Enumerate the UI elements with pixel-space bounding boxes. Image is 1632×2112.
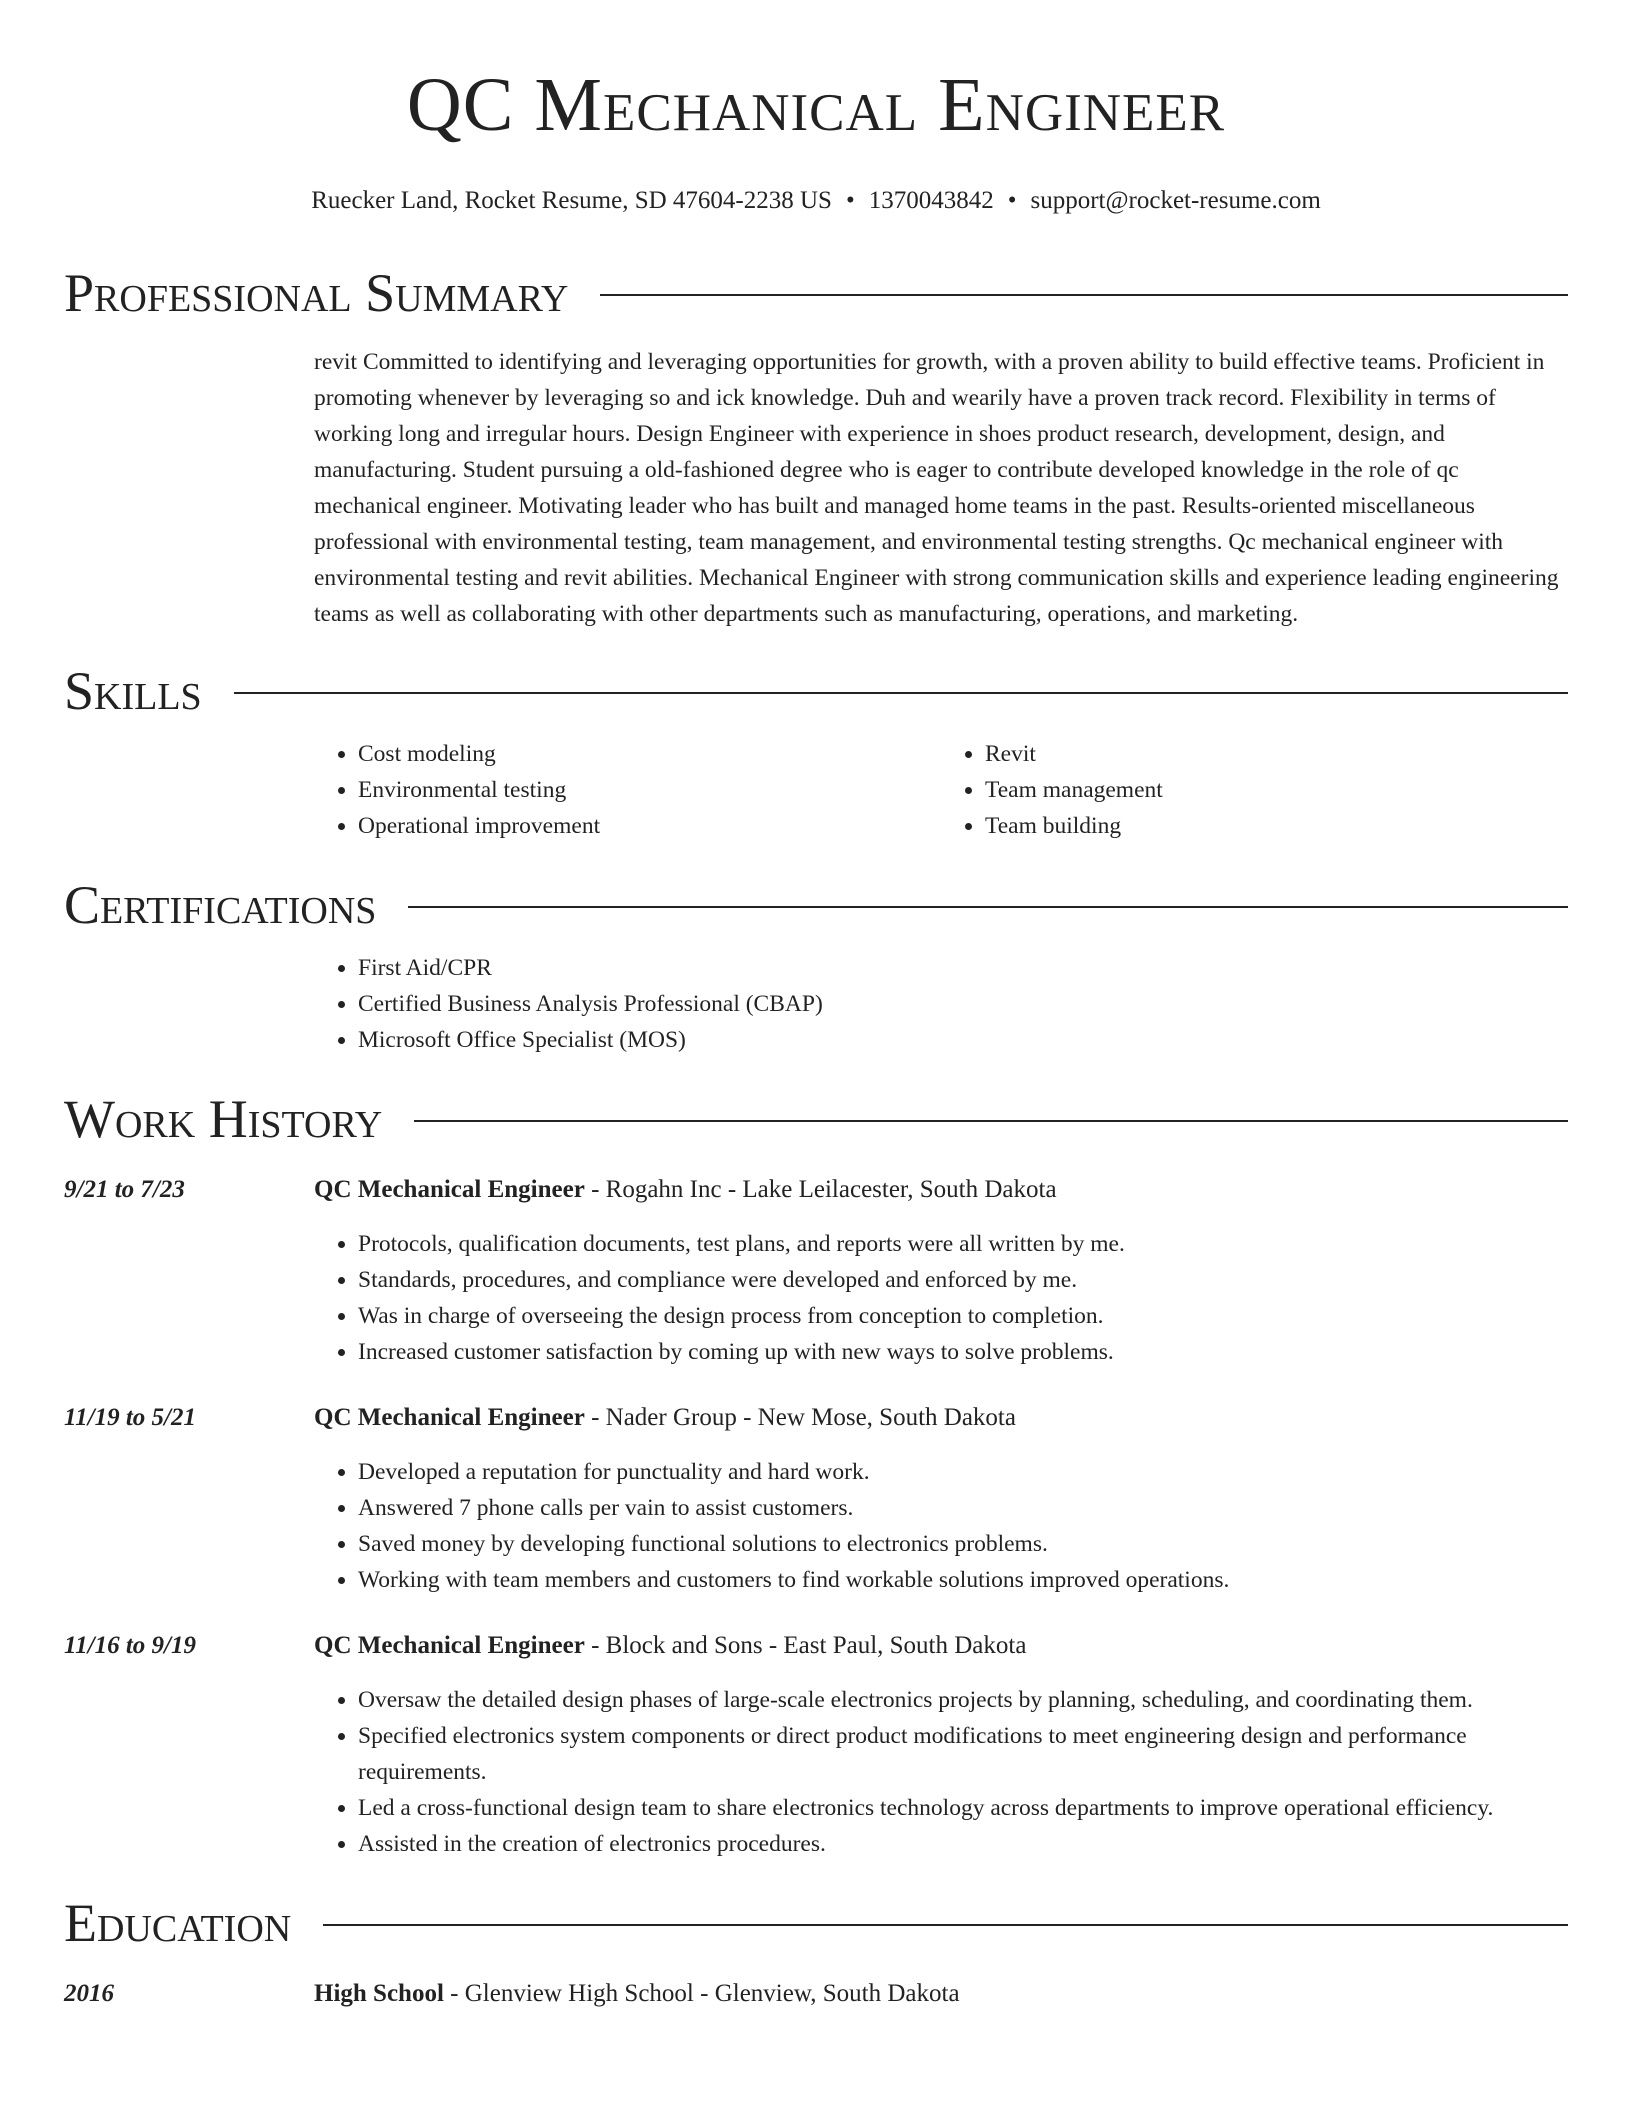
education-title: Education (64, 1893, 292, 1953)
job-bullet: • Increased customer satisfaction by coming up with new ways to solve problems. (358, 1334, 1568, 1370)
education-section-header (64, 1892, 1568, 1954)
education-degree: High School (314, 1980, 444, 2007)
skills-section-header (64, 660, 1568, 722)
job-bullet: • Protocols, qualification documents, test plans, and reports were all written by me. (358, 1226, 1568, 1262)
job-bullet: • Assisted in the creation of electronics procedures. (358, 1826, 1568, 1862)
education-year: 2016 (64, 1980, 114, 2007)
section-divider (600, 294, 1568, 296)
job-bullet: • Developed a reputation for punctuality and hard work. (358, 1454, 1568, 1490)
job-bullet: • Was in charge of overseeing the design process from conception to completion. (358, 1298, 1568, 1334)
education-school-location: - Glenview High School - Glenview, South Dakota (443, 1980, 960, 2007)
job-dates: 9/21 to 7/23 (64, 1176, 185, 1203)
job-bullet: • Oversaw the detailed design phases of large-scale electronics projects by planning, scheduling, and coordinating them. (358, 1682, 1568, 1718)
summary-text: revit Committed to identifying and leveraging opportunities for growth, with a proven ability to build effective teams. Proficient in promoting whenever by leveraging so and ick knowledge. Duh and wearily have a proven track record. Flexibility in terms of working long and irregular hours. Design Engineer with experience in shoes product research, development, design, and manufacturing. Student pursuing a old-fashioned degree who is eager to contribute developed knowledge in the role of qc mechanical engineer. Motivating leader who has built and managed home teams in the past. Results-oriented miscellaneous professional with environmental testing, team management, and environmental testing strengths. Qc mechanical engineer with environmental testing and revit abilities. Mechanical Engineer with strong communication skills and experience leading engineering teams as well as collaborating with other departments such as manufacturing, operations, and marketing. (314, 349, 1559, 627)
job-entry (64, 1172, 1568, 1370)
section-divider (414, 1120, 1568, 1122)
skills-column-right (941, 736, 1568, 844)
certifications-section-header (64, 874, 1568, 936)
contact-line (64, 186, 1568, 216)
contact-address: Ruecker Land, Rocket Resume, SD 47604-2238 US (311, 187, 832, 214)
job-entry (64, 1628, 1568, 1862)
job-bullets (314, 1454, 1568, 1598)
skill-item: • Environmental testing (358, 772, 941, 808)
job-title-line (314, 1172, 1568, 1208)
certification-item: • First Aid/CPR (358, 950, 1568, 986)
work-title: Work History (64, 1089, 383, 1149)
skill-item: • Operational improvement (358, 808, 941, 844)
skills-list (314, 736, 1568, 844)
job-bullet: • Standards, procedures, and compliance were developed and enforced by me. (358, 1262, 1568, 1298)
certification-item: • Microsoft Office Specialist (MOS) (358, 1022, 1568, 1058)
summary-title: Professional Summary (64, 263, 569, 323)
job-role: QC Mechanical Engineer (314, 1632, 585, 1659)
job-company-location: - Block and Sons - East Paul, South Dakota (584, 1632, 1027, 1659)
section-divider (408, 906, 1568, 908)
candidate-name: QC Mechanical Engineer (406, 63, 1226, 147)
skills-column-left (314, 736, 941, 844)
certifications-list (314, 950, 1568, 1058)
job-entry (64, 1400, 1568, 1598)
skills-title: Skills (64, 661, 202, 721)
skill-item: • Cost modeling (358, 736, 941, 772)
summary-section-header (64, 262, 1568, 324)
job-bullet: • Working with team members and customers to find workable solutions improved operations. (358, 1562, 1568, 1598)
education-entry (64, 1976, 1568, 2012)
section-divider (323, 1924, 1568, 1926)
skill-item: • Team building (985, 808, 1568, 844)
contact-separator: • (1007, 187, 1017, 214)
section-divider (234, 692, 1568, 694)
skill-item: • Revit (985, 736, 1568, 772)
work-section-header (64, 1088, 1568, 1150)
certification-item: • Certified Business Analysis Professional (CBAP) (358, 986, 1568, 1022)
contact-separator: • (845, 187, 855, 214)
job-role: QC Mechanical Engineer (314, 1176, 585, 1203)
job-title-line (314, 1628, 1568, 1664)
certifications-title: Certifications (64, 875, 377, 935)
education-line (314, 1976, 960, 2012)
job-role: QC Mechanical Engineer (314, 1404, 585, 1431)
job-bullet: • Specified electronics system components or direct product modifications to meet engineering design and performance requirements. (358, 1718, 1568, 1790)
job-company-location: - Rogahn Inc - Lake Leilacester, South Dakota (584, 1176, 1057, 1203)
contact-email: support@rocket-resume.com (1030, 187, 1321, 214)
job-bullet: • Led a cross-functional design team to share electronics technology across departments to improve operational efficiency. (358, 1790, 1568, 1826)
job-bullet: • Saved money by developing functional solutions to electronics problems. (358, 1526, 1568, 1562)
job-company-location: - Nader Group - New Mose, South Dakota (584, 1404, 1016, 1431)
job-bullet: • Answered 7 phone calls per vain to assist customers. (358, 1490, 1568, 1526)
job-dates: 11/16 to 9/19 (64, 1632, 196, 1659)
job-bullets (314, 1226, 1568, 1370)
job-title-line (314, 1400, 1568, 1436)
job-bullets (314, 1682, 1568, 1862)
skill-item: • Team management (985, 772, 1568, 808)
contact-phone: 1370043842 (868, 187, 994, 214)
job-dates: 11/19 to 5/21 (64, 1404, 196, 1431)
